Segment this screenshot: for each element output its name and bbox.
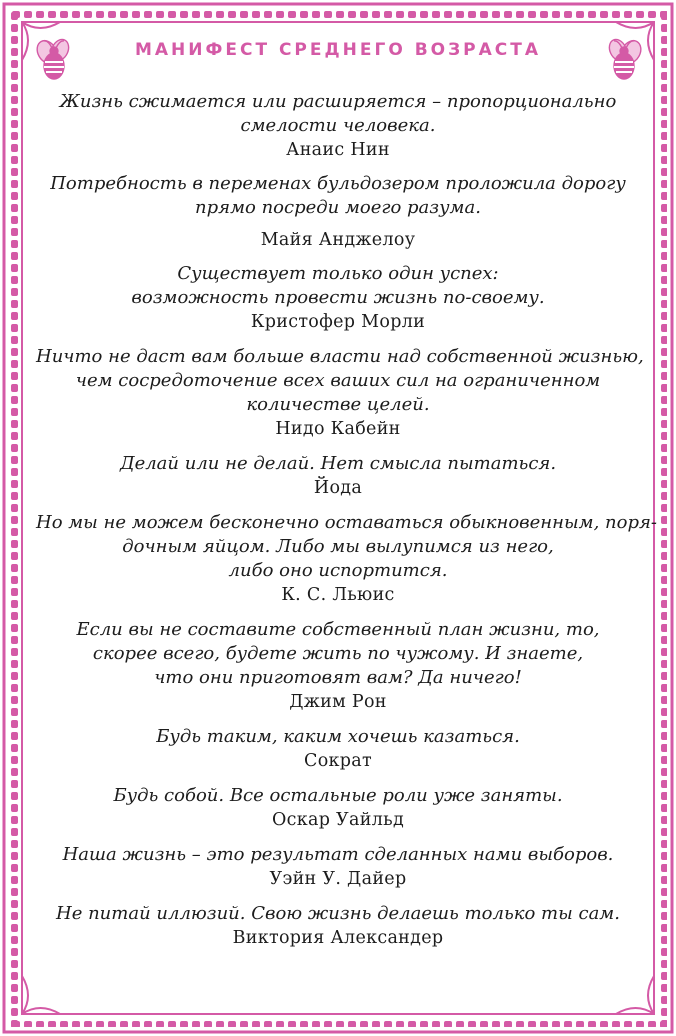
quote-line: Существует только один успех: <box>177 263 499 284</box>
quote-author: Анаис Нин <box>286 140 390 160</box>
quote-line: Будь таким, каким хочешь казаться. <box>156 726 520 747</box>
quote-author: Уэйн У. Дайер <box>269 869 407 889</box>
quote-author: Оскар Уайльд <box>271 810 405 830</box>
quote <box>36 345 644 441</box>
quote-author: Виктория Александер <box>232 928 444 948</box>
quote-line: возможность провести жизнь по-своему. <box>131 287 545 308</box>
quote-line: смелости человека. <box>240 115 436 136</box>
quote <box>36 902 640 950</box>
quote-line: Потребность в переменах бульдозером проложила дорогу <box>50 173 626 194</box>
quote <box>36 262 640 334</box>
quote-line: Наша жизнь – это результат сделанных нами выборов. <box>62 844 614 865</box>
quote-line: прямо посреди моего разума. <box>195 197 481 218</box>
quote-line: Ничто не даст вам больше власти над собственной жизнью, <box>36 346 644 367</box>
quote-author: К. С. Льюис <box>281 585 395 605</box>
quote-line: скорее всего, будете жить по чужому. И знаете, <box>92 643 584 664</box>
quote-line: Будь собой. Все остальные роли уже заняты. <box>113 785 563 806</box>
quote-line: Жизнь сжимается или расширяется – пропорционально <box>59 91 617 112</box>
quote <box>36 172 640 252</box>
quote-author: Джим Рон <box>289 692 387 712</box>
quote <box>36 452 640 500</box>
quote-author: Кристофер Морли <box>250 312 426 332</box>
quote-line: либо оно испортится. <box>228 560 448 581</box>
quote-author: Йода <box>313 478 363 498</box>
quote-line: Если вы не составите собственный план жизни, то, <box>76 619 600 640</box>
quote-author: Майя Анджелоу <box>260 230 416 250</box>
quote-author: Нидо Кабейн <box>275 419 401 439</box>
quote <box>36 511 657 607</box>
quote-line: количестве целей. <box>246 394 430 415</box>
quote-line: Не питай иллюзий. Свою жизнь делаешь только ты сам. <box>56 903 620 924</box>
quote <box>36 90 640 162</box>
quote <box>36 843 640 891</box>
quote-line: что они приготовят вам? Да ничего! <box>154 667 522 688</box>
quote-line: Делай или не делай. Нет смысла пытаться. <box>119 453 557 474</box>
quote <box>36 784 640 832</box>
quote-author: Сократ <box>304 751 372 771</box>
quotes-list <box>36 88 657 950</box>
page-title: МАНИФЕСТ СРЕДНЕГО ВОЗРАСТА <box>134 40 542 60</box>
quote <box>36 725 640 773</box>
quote-line: чем сосредоточение всех ваших сил на ограниченном <box>75 370 601 391</box>
quote-line: дочным яйцом. Либо мы вылупимся из него, <box>122 536 554 557</box>
quote-line: Но мы не можем бесконечно оставаться обыкновенным, поря- <box>36 512 657 533</box>
quote <box>36 618 640 714</box>
